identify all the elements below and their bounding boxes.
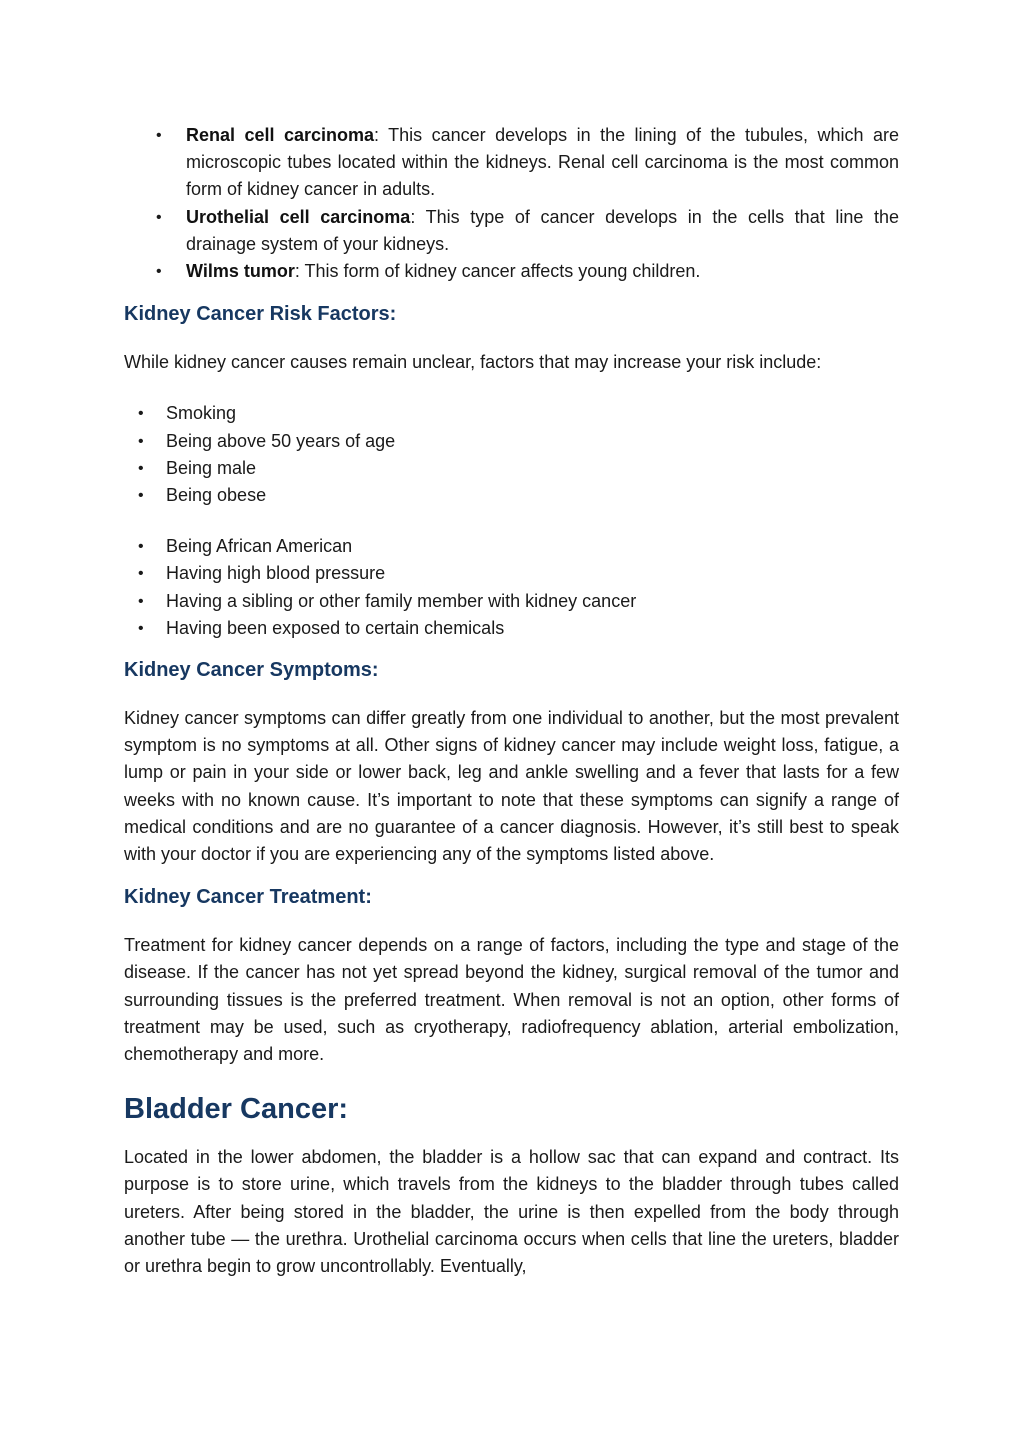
bladder-cancer-heading: Bladder Cancer: <box>124 1093 349 1126</box>
list-item: • Having been exposed to certain chemicals <box>124 615 899 642</box>
list-item: • Being African American <box>124 533 899 560</box>
list-item: • Smoking <box>124 400 899 427</box>
list-item: • Being obese <box>124 482 899 509</box>
risk-factors-list-2 <box>124 533 899 642</box>
symptoms-heading: Kidney Cancer Symptoms: <box>124 659 379 682</box>
risk-factors-heading: Kidney Cancer Risk Factors: <box>124 303 397 326</box>
document-page <box>124 122 899 1280</box>
list-item <box>124 258 899 285</box>
list-item <box>124 122 899 204</box>
list-item-text: : This cancer develops in the lining of the tubules, which are microscopic tubes located within the kidneys. Renal cell carcinoma is the most common form of kidney cancer in adults. <box>186 125 899 200</box>
list-item: • Having high blood pressure <box>124 560 899 587</box>
list-item-term: Urothelial cell carcinoma <box>186 206 411 227</box>
list-item-term: Renal cell carcinoma <box>186 125 375 145</box>
list-item-text: : This type of cancer develops in the cells that line the drainage system of your kidneys. <box>186 206 899 254</box>
symptoms-paragraph: Kidney cancer symptoms can differ greatly from one individual to another, but the most prevalent symptom is no symptoms at all. Other signs of kidney cancer may include weight loss, fatigue, a lump or pain in your side or lower back, leg and ankle swelling and a fever that lasts for a few weeks with no known cause. It’s important to note that these symptoms can signify a range of medical conditions and are no guarantee of a cancer diagnosis. However, it’s still best to speak with your doctor if you are experiencing any of the symptoms listed above. <box>124 708 899 865</box>
list-item <box>124 204 899 258</box>
list-item: • Being above 50 years of age <box>124 428 899 455</box>
bladder-cancer-paragraph: Located in the lower abdomen, the bladder is a hollow sac that can expand and contract. Its purpose is to store urine, which travels from the kidneys to the bladder through tubes called ureters. After being stored in the bladder, the urine is then expelled from the body through another tube — the urethra. Urothelial carcinoma occurs when cells that line the ureters, bladder or urethra begin to grow uncontrollably. Eventually, <box>124 1147 899 1277</box>
list-item-text: : This form of kidney cancer affects young children. <box>294 261 701 282</box>
risk-factors-list-1 <box>124 400 899 509</box>
treatment-heading: Kidney Cancer Treatment: <box>124 886 372 909</box>
treatment-paragraph: Treatment for kidney cancer depends on a range of factors, including the type and stage of the disease. If the cancer has not yet spread beyond the kidney, surgical removal of the tumor and surrounding tissues is the preferred treatment. When removal is not an option, other forms of treatment may be used, such as cryotherapy, radiofrequency ablation, arterial embolization, chemotherapy and more. <box>124 935 899 1065</box>
list-item: • Having a sibling or other family member with kidney cancer <box>124 588 899 615</box>
list-item-term: Wilms tumor <box>186 261 295 282</box>
kidney-cancer-types-list <box>124 122 899 285</box>
list-item: • Being male <box>124 455 899 482</box>
risk-factors-intro: While kidney cancer causes remain unclear, factors that may increase your risk include: <box>124 352 822 373</box>
